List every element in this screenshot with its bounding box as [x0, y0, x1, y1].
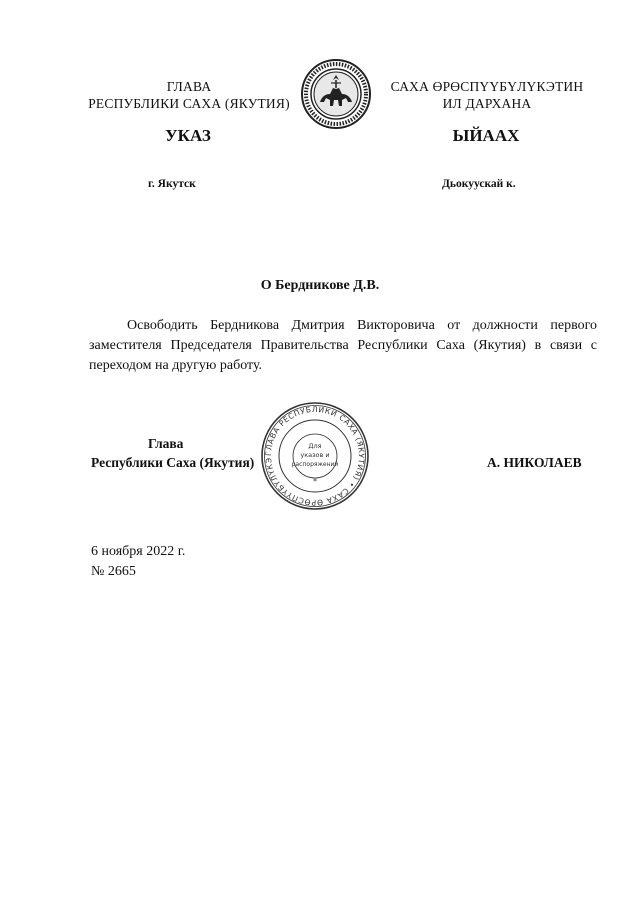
- city-sah: Дьокуускай к.: [442, 178, 516, 190]
- decree-date: 6 ноября 2022 г.: [91, 544, 186, 559]
- coat-of-arms-emblem: [300, 58, 372, 130]
- header-right-line1: САХА ӨРӨСПҮҮБҮЛҮКЭТИН: [390, 79, 584, 94]
- seal-ring-textpath: ГЛАВА РЕСПУБЛИКИ САХА (ЯКУТИЯ) • САХА ӨРӨСПҮҮБҮЛҮКЭ: [263, 404, 367, 508]
- signature-position-line2: Республики Саха (Якутия): [91, 455, 255, 470]
- signature-name: А. НИКОЛАЕВ: [487, 455, 582, 470]
- signature-position-line1: Глава: [148, 436, 184, 451]
- official-seal-stamp: [259, 400, 371, 512]
- decree-body-paragraph: Освободить Бердникова Дмитрия Викторовича от должности первого заместителя Председателя Правительства Республики Саха (Якутия) в связи с переходом на другую работу.: [89, 318, 597, 373]
- decree-number: № 2665: [91, 564, 136, 579]
- decree-title-ru: УКАЗ: [165, 126, 211, 145]
- seal-center-line2: указов и: [300, 451, 330, 459]
- header-right-line2: ИЛ ДАРХАНА: [442, 96, 532, 111]
- seal-star-icon: *: [313, 477, 317, 486]
- header-left-line2: РЕСПУБЛИКИ САХА (ЯКУТИЯ): [88, 96, 290, 111]
- decree-subject: О Бердникове Д.В.: [260, 278, 380, 293]
- decree-body: [89, 316, 597, 376]
- header-left: [78, 78, 300, 112]
- header-right: [377, 78, 597, 112]
- header-left-line1: ГЛАВА: [166, 79, 212, 94]
- seal-center-line1: Для: [308, 442, 322, 450]
- city-ru: г. Якутск: [148, 178, 196, 190]
- seal-center-line3: распоряжений: [291, 461, 339, 468]
- decree-title-sah: ЫЙААХ: [452, 126, 520, 145]
